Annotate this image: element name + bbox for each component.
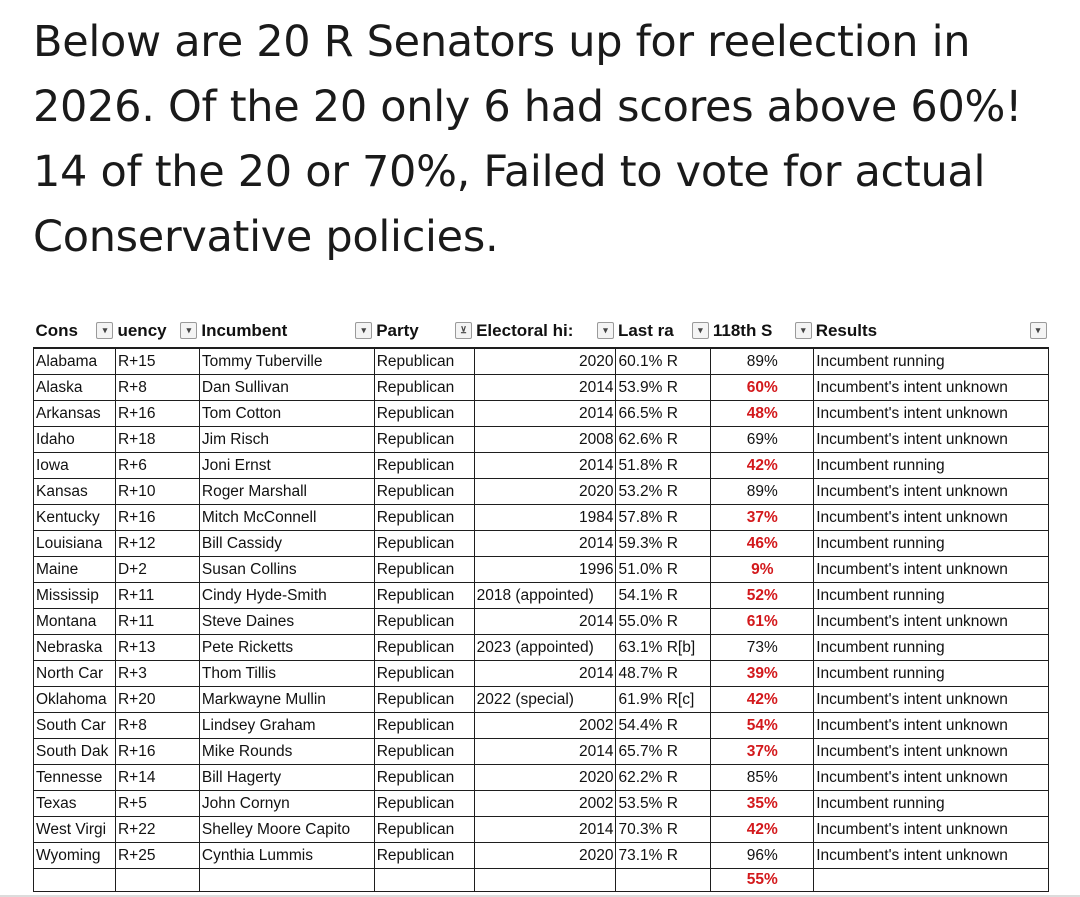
table-row[interactable] bbox=[34, 843, 1049, 869]
cell-electoral-history[interactable]: 2014 bbox=[474, 661, 616, 687]
cell-state[interactable]: Idaho bbox=[34, 427, 116, 453]
cell-last-race[interactable]: 60.1% R bbox=[616, 348, 711, 375]
cell-state[interactable]: Oklahoma bbox=[34, 687, 116, 713]
cell-electoral-history[interactable]: 2014 bbox=[474, 401, 616, 427]
cell-pvi[interactable]: R+14 bbox=[115, 765, 199, 791]
cell-party[interactable]: Republican bbox=[374, 505, 474, 531]
cell-electoral-history[interactable]: 2020 bbox=[474, 843, 616, 869]
cell-results[interactable]: Incumbent's intent unknown bbox=[814, 375, 1049, 401]
cell-incumbent[interactable]: Tom Cotton bbox=[199, 401, 374, 427]
cell-118th-score[interactable]: 85% bbox=[711, 765, 814, 791]
cell-incumbent[interactable]: Thom Tillis bbox=[199, 661, 374, 687]
cell-electoral-history[interactable]: 1996 bbox=[474, 557, 616, 583]
table-row[interactable] bbox=[34, 739, 1049, 765]
cell-118th-score[interactable]: 9% bbox=[711, 557, 814, 583]
cell-pvi[interactable]: R+8 bbox=[115, 375, 199, 401]
cell-last-race[interactable]: 55.0% R bbox=[616, 609, 711, 635]
cell-results[interactable]: Incumbent running bbox=[814, 453, 1049, 479]
header-row bbox=[34, 314, 1049, 348]
cell-state[interactable]: Louisiana bbox=[34, 531, 116, 557]
cell-incumbent[interactable]: Tommy Tuberville bbox=[199, 348, 374, 375]
cell-results[interactable]: Incumbent running bbox=[814, 661, 1049, 687]
senators-table bbox=[33, 314, 1049, 892]
cell-last-race[interactable]: 61.9% R[c] bbox=[616, 687, 711, 713]
cell-results[interactable]: Incumbent's intent unknown bbox=[814, 505, 1049, 531]
table-row[interactable] bbox=[34, 661, 1049, 687]
cell-last-race[interactable]: 54.4% R bbox=[616, 713, 711, 739]
cell-118th-score[interactable]: 61% bbox=[711, 609, 814, 635]
cell-electoral-history[interactable]: 2014 bbox=[474, 817, 616, 843]
cell-118th-score[interactable]: 42% bbox=[711, 453, 814, 479]
cell-incumbent[interactable]: Cynthia Lummis bbox=[199, 843, 374, 869]
cell-last-race[interactable]: 53.9% R bbox=[616, 375, 711, 401]
cell-incumbent[interactable]: Susan Collins bbox=[199, 557, 374, 583]
cell-electoral-history[interactable]: 2002 bbox=[474, 713, 616, 739]
cell-results[interactable]: Incumbent's intent unknown bbox=[814, 687, 1049, 713]
header-results[interactable]: Results ▾ bbox=[814, 314, 1049, 348]
filter-dropdown-icon[interactable]: ▾ bbox=[96, 322, 113, 339]
cell-incumbent[interactable]: Steve Daines bbox=[199, 609, 374, 635]
cell-incumbent[interactable]: Dan Sullivan bbox=[199, 375, 374, 401]
table-row[interactable] bbox=[34, 713, 1049, 739]
cell-party[interactable]: Republican bbox=[374, 375, 474, 401]
cell-118th-score[interactable]: 60% bbox=[711, 375, 814, 401]
cell-pvi[interactable]: R+16 bbox=[115, 505, 199, 531]
cell-results[interactable]: Incumbent's intent unknown bbox=[814, 739, 1049, 765]
cell-last-race[interactable]: 66.5% R bbox=[616, 401, 711, 427]
cell-electoral-history[interactable]: 2014 bbox=[474, 739, 616, 765]
cell-incumbent[interactable]: Mitch McConnell bbox=[199, 505, 374, 531]
cell-party[interactable]: Republican bbox=[374, 843, 474, 869]
cell-pvi[interactable]: R+18 bbox=[115, 427, 199, 453]
header-electoral-history[interactable]: Electoral hi: ▾ bbox=[474, 314, 616, 348]
cell-results[interactable]: Incumbent's intent unknown bbox=[814, 765, 1049, 791]
cell-118th-score[interactable]: 89% bbox=[711, 348, 814, 375]
cell-party[interactable]: Republican bbox=[374, 557, 474, 583]
cell-last-race[interactable]: 48.7% R bbox=[616, 661, 711, 687]
cell-pvi[interactable]: R+8 bbox=[115, 713, 199, 739]
cell-party[interactable]: Republican bbox=[374, 583, 474, 609]
cell-last-race[interactable]: 51.0% R bbox=[616, 557, 711, 583]
cell-electoral-history[interactable]: 2014 bbox=[474, 375, 616, 401]
cell-incumbent[interactable]: Lindsey Graham bbox=[199, 713, 374, 739]
cell-electoral-history[interactable]: 2014 bbox=[474, 531, 616, 557]
cell-electoral-history[interactable]: 2014 bbox=[474, 609, 616, 635]
cell-118th-score[interactable]: 54% bbox=[711, 713, 814, 739]
cell-118th-score[interactable]: 42% bbox=[711, 687, 814, 713]
cell-results[interactable]: Incumbent running bbox=[814, 635, 1049, 661]
cell-party[interactable]: Republican bbox=[374, 687, 474, 713]
cell-electoral-history[interactable]: 2023 (appointed) bbox=[474, 635, 616, 661]
cell-pvi[interactable]: R+11 bbox=[115, 609, 199, 635]
cell-incumbent[interactable]: Roger Marshall bbox=[199, 479, 374, 505]
cell-pvi[interactable]: R+5 bbox=[115, 791, 199, 817]
post-text: Below are 20 R Senators up for reelection in 2026. Of the 20 only 6 had scores above 60%! 14 of the 20 or 70%, Failed to vote for actual Conservative policies. bbox=[33, 17, 1023, 262]
cell-party[interactable]: Republican bbox=[374, 609, 474, 635]
cell-118th-score[interactable]: 89% bbox=[711, 479, 814, 505]
cell-results[interactable]: Incumbent's intent unknown bbox=[814, 557, 1049, 583]
cell-incumbent[interactable]: Jim Risch bbox=[199, 427, 374, 453]
filter-dropdown-icon[interactable]: ▾ bbox=[355, 322, 372, 339]
cell-state[interactable]: Alaska bbox=[34, 375, 116, 401]
table-row[interactable] bbox=[34, 531, 1049, 557]
cell-results[interactable]: Incumbent's intent unknown bbox=[814, 401, 1049, 427]
cell-incumbent[interactable]: Bill Hagerty bbox=[199, 765, 374, 791]
cell-last-race[interactable]: 62.2% R bbox=[616, 765, 711, 791]
cell-electoral-history[interactable]: 2018 (appointed) bbox=[474, 583, 616, 609]
cell-party[interactable]: Republican bbox=[374, 479, 474, 505]
header-last-race[interactable]: Last ra ▾ bbox=[616, 314, 711, 348]
spreadsheet-screenshot bbox=[33, 314, 1049, 897]
table-row-average[interactable] bbox=[34, 869, 1049, 892]
empty-cell[interactable] bbox=[34, 869, 116, 892]
cell-last-race[interactable]: 73.1% R bbox=[616, 843, 711, 869]
header-incumbent[interactable]: Incumbent ▾ bbox=[199, 314, 374, 348]
cell-incumbent[interactable]: John Cornyn bbox=[199, 791, 374, 817]
cell-results[interactable]: Incumbent's intent unknown bbox=[814, 479, 1049, 505]
table-row[interactable] bbox=[34, 401, 1049, 427]
cell-results[interactable]: Incumbent running bbox=[814, 531, 1049, 557]
cell-state[interactable]: Maine bbox=[34, 557, 116, 583]
cell-results[interactable]: Incumbent's intent unknown bbox=[814, 609, 1049, 635]
cell-electoral-history[interactable]: 2020 bbox=[474, 348, 616, 375]
filter-dropdown-icon[interactable]: ▾ bbox=[795, 322, 812, 339]
cell-incumbent[interactable]: Joni Ernst bbox=[199, 453, 374, 479]
table-row[interactable] bbox=[34, 817, 1049, 843]
cell-party[interactable]: Republican bbox=[374, 739, 474, 765]
cell-pvi[interactable]: R+20 bbox=[115, 687, 199, 713]
empty-cell[interactable] bbox=[115, 869, 199, 892]
table-row[interactable] bbox=[34, 453, 1049, 479]
cell-results[interactable]: Incumbent's intent unknown bbox=[814, 427, 1049, 453]
cell-party[interactable]: Republican bbox=[374, 713, 474, 739]
cell-state[interactable]: Arkansas bbox=[34, 401, 116, 427]
cell-state[interactable]: Mississip bbox=[34, 583, 116, 609]
cell-last-race[interactable]: 59.3% R bbox=[616, 531, 711, 557]
cell-pvi[interactable]: R+16 bbox=[115, 401, 199, 427]
header-constituency-left[interactable]: Cons ▾ bbox=[34, 314, 116, 348]
cell-pvi[interactable]: R+16 bbox=[115, 739, 199, 765]
table-row[interactable] bbox=[34, 583, 1049, 609]
cell-118th-score[interactable]: 39% bbox=[711, 661, 814, 687]
cell-last-race[interactable]: 63.1% R[b] bbox=[616, 635, 711, 661]
filter-dropdown-icon[interactable]: ▾ bbox=[692, 322, 709, 339]
cell-pvi[interactable]: D+2 bbox=[115, 557, 199, 583]
cell-state[interactable]: Wyoming bbox=[34, 843, 116, 869]
cell-state[interactable]: Alabama bbox=[34, 348, 116, 375]
cell-last-race[interactable]: 51.8% R bbox=[616, 453, 711, 479]
cell-118th-score[interactable]: 96% bbox=[711, 843, 814, 869]
cell-state[interactable]: Montana bbox=[34, 609, 116, 635]
empty-cell[interactable] bbox=[374, 869, 474, 892]
filter-applied-icon[interactable]: ⊻ bbox=[455, 322, 472, 339]
cell-118th-score[interactable]: 73% bbox=[711, 635, 814, 661]
cell-state[interactable]: Kansas bbox=[34, 479, 116, 505]
cell-pvi[interactable]: R+6 bbox=[115, 453, 199, 479]
cell-electoral-history[interactable]: 2020 bbox=[474, 479, 616, 505]
empty-cell[interactable] bbox=[814, 869, 1049, 892]
filter-dropdown-icon[interactable]: ▾ bbox=[1030, 322, 1047, 339]
cell-state[interactable]: Nebraska bbox=[34, 635, 116, 661]
cell-last-race[interactable]: 65.7% R bbox=[616, 739, 711, 765]
cell-state[interactable]: North Car bbox=[34, 661, 116, 687]
empty-cell[interactable] bbox=[616, 869, 711, 892]
cell-electoral-history[interactable]: 2008 bbox=[474, 427, 616, 453]
cell-electoral-history[interactable]: 1984 bbox=[474, 505, 616, 531]
cell-results[interactable]: Incumbent's intent unknown bbox=[814, 843, 1049, 869]
cell-results[interactable]: Incumbent's intent unknown bbox=[814, 817, 1049, 843]
cell-party[interactable]: Republican bbox=[374, 765, 474, 791]
table-row[interactable] bbox=[34, 609, 1049, 635]
average-score-cell[interactable]: 55% bbox=[711, 869, 814, 892]
cell-last-race[interactable]: 53.2% R bbox=[616, 479, 711, 505]
cell-results[interactable]: Incumbent's intent unknown bbox=[814, 713, 1049, 739]
table-row[interactable] bbox=[34, 557, 1049, 583]
cell-state[interactable]: South Dak bbox=[34, 739, 116, 765]
cell-118th-score[interactable]: 37% bbox=[711, 739, 814, 765]
table-row[interactable] bbox=[34, 765, 1049, 791]
header-party[interactable]: Party ⊻ bbox=[374, 314, 474, 348]
cell-electoral-history[interactable]: 2014 bbox=[474, 453, 616, 479]
cell-pvi[interactable]: R+3 bbox=[115, 661, 199, 687]
cell-party[interactable]: Republican bbox=[374, 791, 474, 817]
table-row[interactable] bbox=[34, 687, 1049, 713]
header-constituency-right[interactable]: uency ▾ bbox=[115, 314, 199, 348]
empty-cell[interactable] bbox=[474, 869, 616, 892]
cell-party[interactable]: Republican bbox=[374, 453, 474, 479]
table-row[interactable] bbox=[34, 375, 1049, 401]
cell-incumbent[interactable]: Markwayne Mullin bbox=[199, 687, 374, 713]
cell-party[interactable]: Republican bbox=[374, 348, 474, 375]
table-row[interactable] bbox=[34, 348, 1049, 375]
cell-pvi[interactable]: R+15 bbox=[115, 348, 199, 375]
cell-last-race[interactable]: 62.6% R bbox=[616, 427, 711, 453]
cell-pvi[interactable]: R+22 bbox=[115, 817, 199, 843]
cell-incumbent[interactable]: Cindy Hyde-Smith bbox=[199, 583, 374, 609]
cell-party[interactable]: Republican bbox=[374, 401, 474, 427]
cell-pvi[interactable]: R+13 bbox=[115, 635, 199, 661]
cell-state[interactable]: South Car bbox=[34, 713, 116, 739]
cell-results[interactable]: Incumbent running bbox=[814, 791, 1049, 817]
cell-state[interactable]: West Virgi bbox=[34, 817, 116, 843]
table-row[interactable] bbox=[34, 505, 1049, 531]
table-row[interactable] bbox=[34, 635, 1049, 661]
table-row[interactable] bbox=[34, 479, 1049, 505]
cell-state[interactable]: Texas bbox=[34, 791, 116, 817]
cell-electoral-history[interactable]: 2022 (special) bbox=[474, 687, 616, 713]
cell-incumbent[interactable]: Mike Rounds bbox=[199, 739, 374, 765]
table-row[interactable] bbox=[34, 791, 1049, 817]
cell-pvi[interactable]: R+25 bbox=[115, 843, 199, 869]
cell-results[interactable]: Incumbent running bbox=[814, 348, 1049, 375]
empty-cell[interactable] bbox=[199, 869, 374, 892]
table-row[interactable] bbox=[34, 427, 1049, 453]
cell-incumbent[interactable]: Shelley Moore Capito bbox=[199, 817, 374, 843]
cell-electoral-history[interactable]: 2002 bbox=[474, 791, 616, 817]
cell-pvi[interactable]: R+10 bbox=[115, 479, 199, 505]
cell-118th-score[interactable]: 52% bbox=[711, 583, 814, 609]
cell-118th-score[interactable]: 46% bbox=[711, 531, 814, 557]
cell-pvi[interactable]: R+11 bbox=[115, 583, 199, 609]
cell-118th-score[interactable]: 42% bbox=[711, 817, 814, 843]
cell-party[interactable]: Republican bbox=[374, 635, 474, 661]
cell-electoral-history[interactable]: 2020 bbox=[474, 765, 616, 791]
header-118th-score[interactable]: 118th S ▾ bbox=[711, 314, 814, 348]
cell-state[interactable]: Kentucky bbox=[34, 505, 116, 531]
cell-118th-score[interactable]: 48% bbox=[711, 401, 814, 427]
cell-118th-score[interactable]: 35% bbox=[711, 791, 814, 817]
cell-state[interactable]: Tennesse bbox=[34, 765, 116, 791]
cell-party[interactable]: Republican bbox=[374, 427, 474, 453]
cell-state[interactable]: Iowa bbox=[34, 453, 116, 479]
cell-results[interactable]: Incumbent running bbox=[814, 583, 1049, 609]
cell-last-race[interactable]: 54.1% R bbox=[616, 583, 711, 609]
filter-dropdown-icon[interactable]: ▾ bbox=[180, 322, 197, 339]
cell-incumbent[interactable]: Bill Cassidy bbox=[199, 531, 374, 557]
cell-incumbent[interactable]: Pete Ricketts bbox=[199, 635, 374, 661]
filter-dropdown-icon[interactable]: ▾ bbox=[597, 322, 614, 339]
cell-last-race[interactable]: 53.5% R bbox=[616, 791, 711, 817]
cell-party[interactable]: Republican bbox=[374, 817, 474, 843]
cell-118th-score[interactable]: 69% bbox=[711, 427, 814, 453]
cell-pvi[interactable]: R+12 bbox=[115, 531, 199, 557]
cell-last-race[interactable]: 70.3% R bbox=[616, 817, 711, 843]
cell-party[interactable]: Republican bbox=[374, 531, 474, 557]
cell-last-race[interactable]: 57.8% R bbox=[616, 505, 711, 531]
cell-party[interactable]: Republican bbox=[374, 661, 474, 687]
cell-118th-score[interactable]: 37% bbox=[711, 505, 814, 531]
